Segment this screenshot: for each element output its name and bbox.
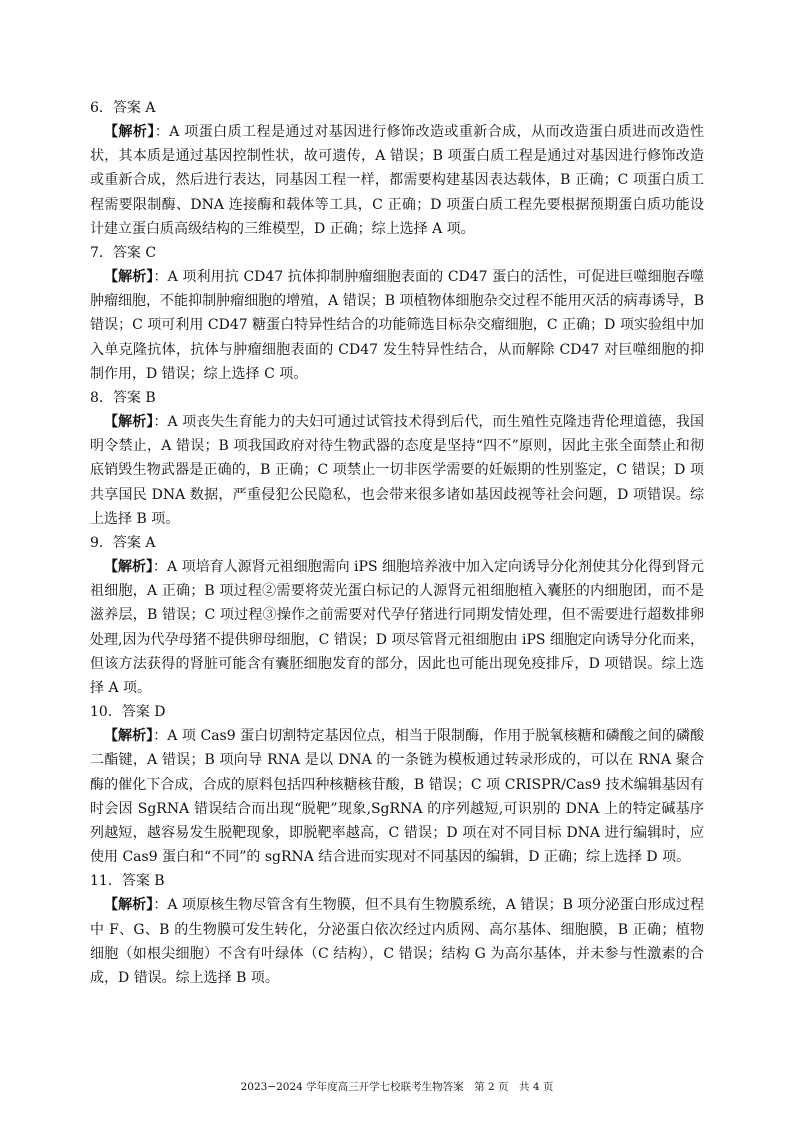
analysis-text: ：A 项利用抗 CD47 抗体抑制肿瘤细胞表面的 CD47 蛋白的活性，可促进巨噬细胞吞噬肿瘤细胞，不能抑制肿瘤细胞的增殖，A 错误；B 项植物体细胞杂交过程不能用灭活的病毒诱导，B 错误；C 项可利用 CD47 糖蛋白特异性结合的功能筛选目标杂交瘤细胞，C 正确；D 项实验组中加入单克隆抗体，抗体与肿瘤细胞表面的 CD47 发生特异性结合，从而解除 CD47 对巨噬细胞的抑制作用，D 错误；综上选择 C 项。 <box>90 269 704 382</box>
analysis-text: ：A 项丧失生育能力的夫妇可通过试管技术得到后代，而生殖性克隆违背伦理道德，我国明令禁止，A 错误；B 项我国政府对待生物武器的态度是坚持“四不”原则，因此主张全面禁止和彻底销毁生物武器是正确的，B 正确；C 项禁止一切非医学需要的妊娠期的性别鉴定，C 错误；D 项共享国民 DNA 数据，严重侵犯公民隐私，也会带来很多诸如基因歧视等社会问题，D 项错误。综上选择 B 项。 <box>90 414 705 527</box>
analysis-tag: 【解析】 <box>104 124 155 140</box>
answer-line: 7．答案 C <box>90 245 157 262</box>
analysis-tag: 【解析】 <box>104 728 154 745</box>
answer-item-10 <box>90 700 704 869</box>
analysis-tag: 【解析】 <box>104 559 154 576</box>
analysis-paragraph <box>90 893 704 990</box>
answer-item-7 <box>90 241 704 386</box>
analysis-text: ：A 项原核生物尽管含有生物膜，但不具有生物膜系统，A 错误；B 项分泌蛋白形成过程中 F、G、B 的生物膜可发生转化，分泌蛋白依次经过内质网、高尔基体、细胞膜，B 正确；植物细胞（如根尖细胞）不含有叶绿体（C 结构），C 错误；结构 G 为高尔基体，并未参与性激素的合成，D 错误。综上选择 B 项。 <box>90 897 705 987</box>
analysis-paragraph <box>90 555 704 700</box>
answer-line: 11．答案 B <box>90 873 165 890</box>
analysis-text: ：A 项 Cas9 蛋白切割特定基因位点，相当于限制酶，作用于脱氧核糖和磷酸之间的磷酸二酯键，A 错误；B 项向导 RNA 是以 DNA 的一条链为模板通过转录形成的，可以在 RNA 聚合酶的催化下合成，合成的原料包括四种核糖核苷酸，B 错误；C 项 CRISPR/Cas9 技术编辑基因有时会因 SgRNA 错误结合而出现“脱靶”现象,SgRNA 的序列越短,可识别的 DNA 上的特定碱基序列越短，越容易发生脱靶现象，即脱靶率越高，C 错误；D 项在对不同目标 DNA 进行编辑时，应使用 Cas9 蛋白和“不同”的 sgRNA 结合进而实现对不同基因的编辑，D 正确；综上选择 D 项。 <box>90 728 705 866</box>
answer-item-9 <box>90 531 704 700</box>
answer-line: 10．答案 D <box>90 704 166 721</box>
analysis-tag: 【解析】 <box>104 897 154 914</box>
answer-line: 8．答案 B <box>90 390 156 407</box>
analysis-paragraph <box>90 724 704 869</box>
answer-line: 6．答案 A <box>90 100 156 116</box>
answer-item-8 <box>90 386 704 531</box>
answer-item-11 <box>90 869 704 990</box>
analysis-text: ：A 项培育人源肾元祖细胞需向 iPS 细胞培养液中加入定向诱导分化剂使其分化得到肾元祖细胞，A 正确；B 项过程②需要将荧光蛋白标记的人源肾元祖细胞植入囊胚的内细胞团，而不是滋养层，B 错误；C 项过程③操作之前需要对代孕仔猪进行同期发情处理，但不需要进行超数排卵处理,因为代孕母猪不提供卵母细胞，C 错误；D 项尽管肾元祖细胞由 iPS 细胞定向诱导分化而来，但该方法获得的肾脏可能含有囊胚细胞发育的部分，因此也可能出现免疫排斥，D 项错误。综上选择 A 项。 <box>90 559 705 697</box>
answer-line: 9．答案 A <box>90 535 156 552</box>
analysis-tag: 【解析】 <box>104 414 154 431</box>
analysis-paragraph <box>90 265 704 386</box>
analysis-text: ：A 项蛋白质工程是通过对基因进行修饰改造或重新合成，从而改造蛋白质进而改造性状，其本质是通过基因控制性状，故可遗传，A 错误；B 项蛋白质工程是通过对基因进行修饰改造或重新合成，然后进行表达，同基因工程一样，都需要构建基因表达载体，B 正确；C 项蛋白质工程需要限制酶、DNA 连接酶和载体等工具，C 正确；D 项蛋白质工程先要根据预期蛋白质功能设计建立蛋白质高级结构的三维模型，D 正确；综上选择 A 项。 <box>90 124 705 237</box>
answer-item-6 <box>90 96 704 241</box>
analysis-paragraph <box>90 410 704 531</box>
analysis-paragraph <box>90 120 704 241</box>
analysis-tag: 【解析】 <box>104 269 154 286</box>
page-footer: 2023−2024 学年度高三开学七校联考生物答案 第 2 页 共 4 页 <box>240 1081 554 1093</box>
